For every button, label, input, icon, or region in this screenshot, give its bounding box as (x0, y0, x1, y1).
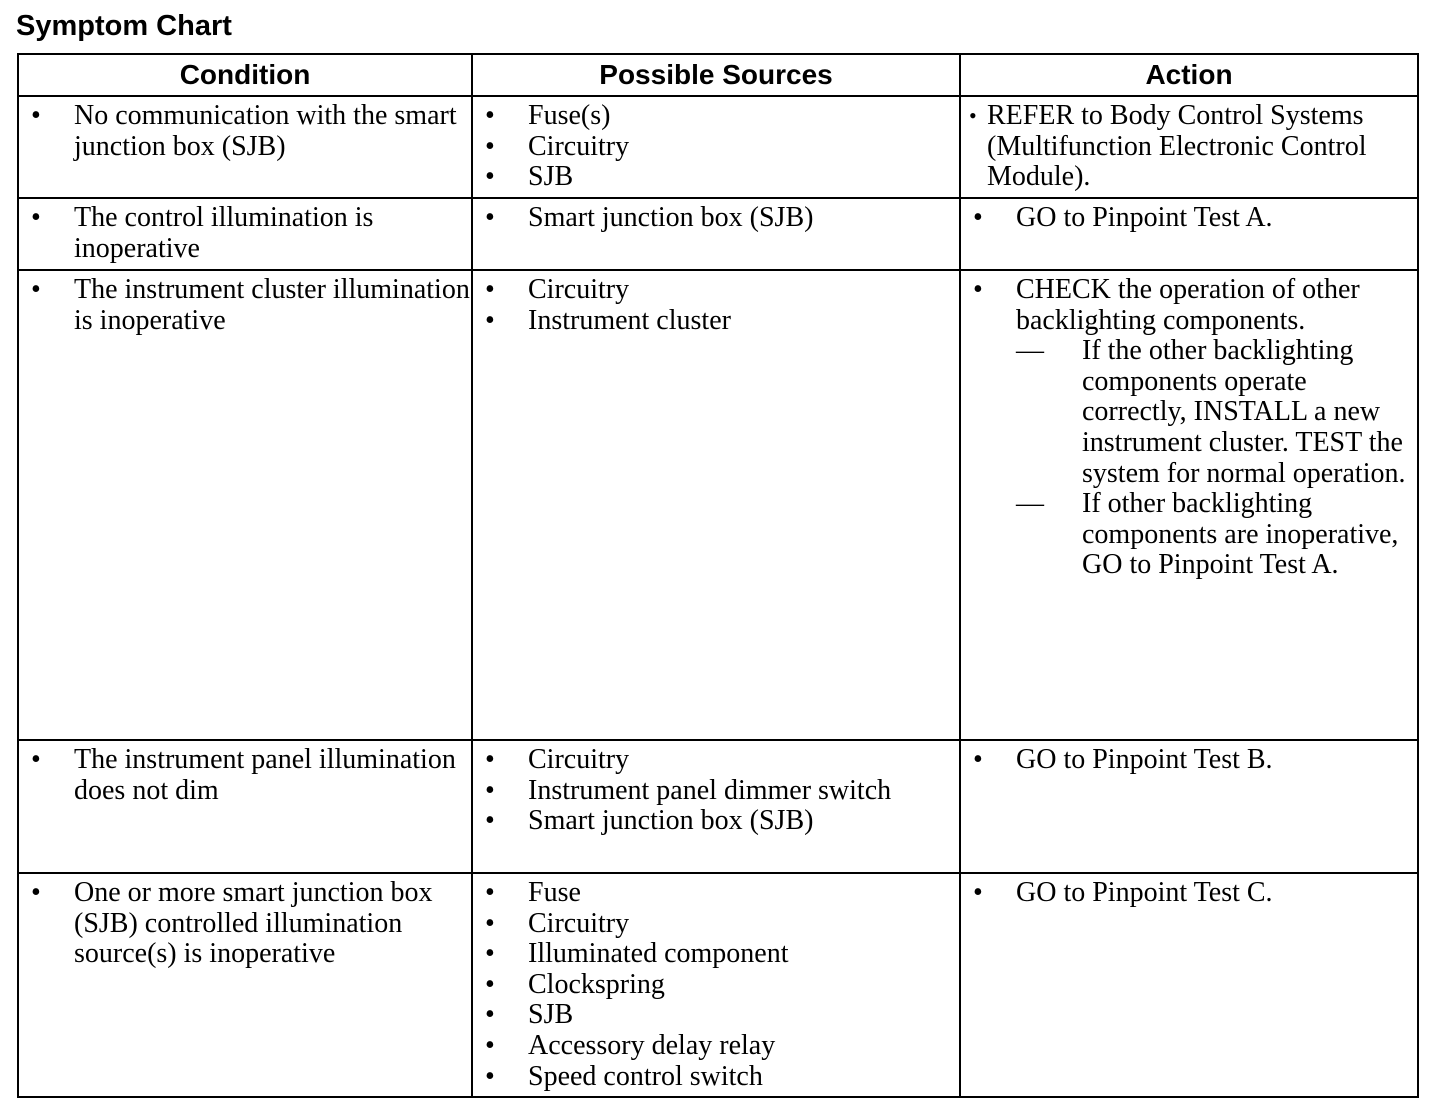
source-item: • Smart junction box (SJB) (473, 806, 959, 837)
symptom-table (17, 53, 1419, 1098)
action-item: • REFER to Body Control Systems (Multifunction Electronic Control Module). (961, 101, 1417, 193)
header-action: Action (960, 54, 1418, 96)
source-item: • Circuitry (473, 132, 959, 163)
action-text: CHECK the operation of other backlighting components. (1016, 274, 1360, 336)
table-header-row (18, 54, 1418, 96)
source-item: • SJB (473, 162, 959, 193)
sources-cell (472, 270, 960, 740)
source-item: • Circuitry (473, 745, 959, 776)
action-subitem: — If other backlighting components are inoperative, GO to Pinpoint Test A. (1016, 489, 1417, 581)
condition-cell (18, 198, 472, 270)
source-item: • Instrument cluster (473, 306, 959, 337)
condition-cell (18, 96, 472, 198)
action-item: • GO to Pinpoint Test B. (961, 745, 1417, 776)
condition-item: • The instrument cluster illumination is inoperative (19, 275, 471, 336)
source-item: • Smart junction box (SJB) (473, 203, 959, 234)
condition-cell (18, 270, 472, 740)
sources-cell (472, 198, 960, 270)
source-item: • Circuitry (473, 275, 959, 306)
condition-item: • One or more smart junction box (SJB) controlled illumination source(s) is inoperative (19, 878, 471, 970)
table-row (18, 873, 1418, 1097)
action-cell (960, 198, 1418, 270)
condition-item: • The control illumination is inoperative (19, 203, 471, 264)
action-item (961, 275, 1417, 581)
page-title: Symptom Chart (16, 10, 232, 42)
action-cell (960, 873, 1418, 1097)
sources-cell (472, 96, 960, 198)
source-item: • Clockspring (473, 970, 959, 1001)
source-item: • SJB (473, 1000, 959, 1031)
action-item: • GO to Pinpoint Test A. (961, 203, 1417, 234)
source-item: • Fuse (473, 878, 959, 909)
source-item: • Fuse(s) (473, 101, 959, 132)
action-cell (960, 740, 1418, 873)
condition-cell (18, 740, 472, 873)
table-row (18, 740, 1418, 873)
condition-item: • The instrument panel illumination does not dim (19, 745, 471, 806)
table-row (18, 198, 1418, 270)
condition-cell (18, 873, 472, 1097)
source-item: • Accessory delay relay (473, 1031, 959, 1062)
source-item: • Speed control switch (473, 1062, 959, 1093)
action-subitem: — If the other backlighting components operate correctly, INSTALL a new instrument cluster. TEST the system for normal operation. (1016, 336, 1417, 489)
sources-cell (472, 873, 960, 1097)
condition-item: • No communication with the smart junction box (SJB) (19, 101, 471, 162)
table-row (18, 270, 1418, 740)
table-row (18, 96, 1418, 198)
action-item: • GO to Pinpoint Test C. (961, 878, 1417, 909)
header-condition: Condition (18, 54, 472, 96)
source-item: • Circuitry (473, 909, 959, 940)
source-item: • Instrument panel dimmer switch (473, 776, 959, 807)
action-cell (960, 96, 1418, 198)
source-item: • Illuminated component (473, 939, 959, 970)
sources-cell (472, 740, 960, 873)
action-cell (960, 270, 1418, 740)
header-possible-sources: Possible Sources (472, 54, 960, 96)
